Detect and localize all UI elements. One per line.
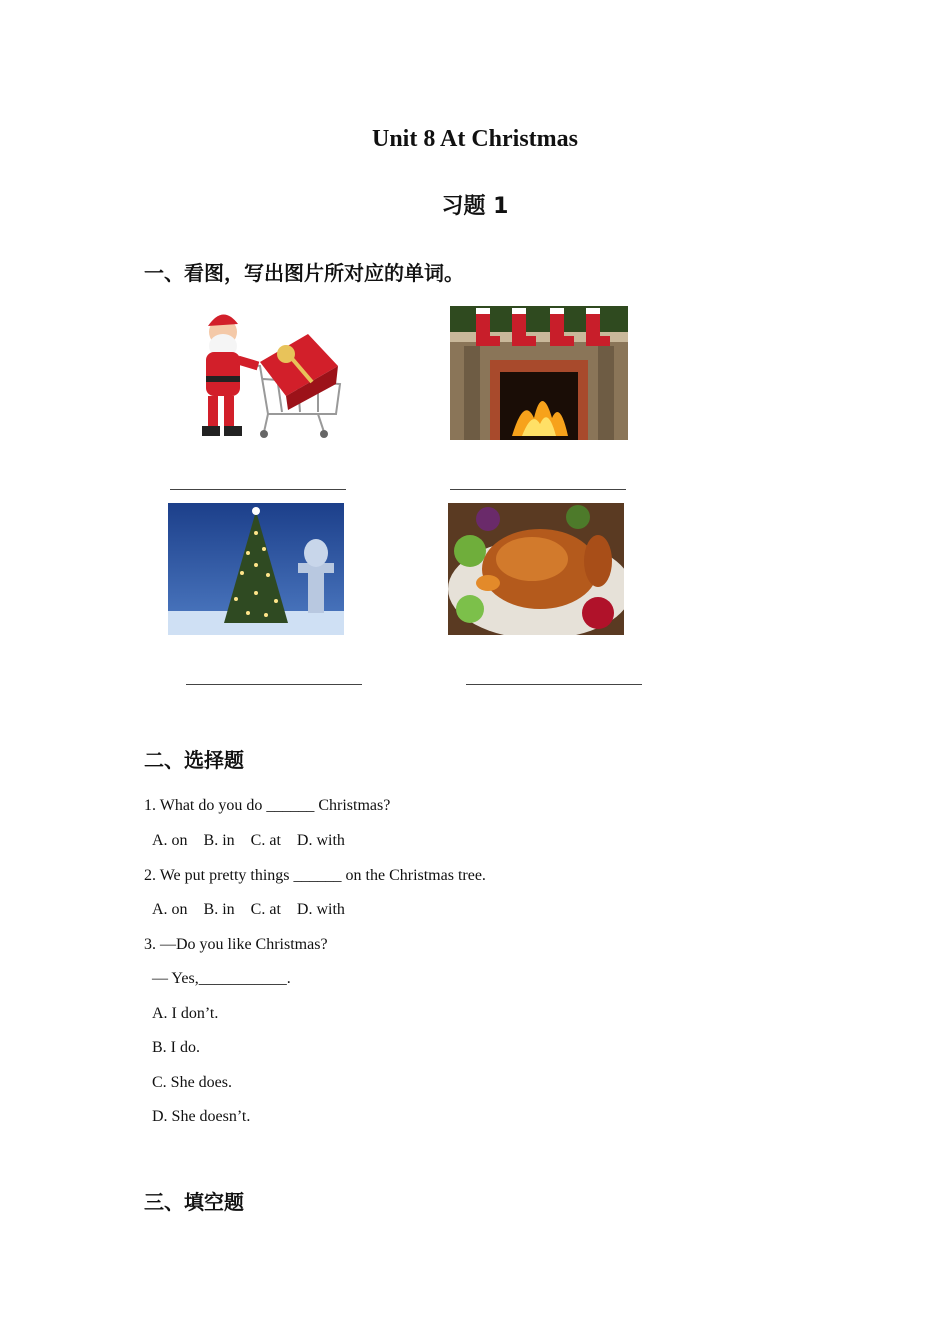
question-3-option-b: B. I do. bbox=[152, 1039, 200, 1056]
question-3-option-a: A. I don’t. bbox=[152, 1005, 219, 1022]
question-2: 2. We put pretty things ______ on the Christmas tree. bbox=[144, 867, 486, 884]
answer-blank-3[interactable] bbox=[186, 684, 362, 685]
page-title: Unit 8 At Christmas bbox=[371, 126, 578, 152]
answer-blank-1[interactable] bbox=[170, 489, 346, 490]
question-3-reply: — Yes,___________. bbox=[152, 970, 291, 987]
question-1-options: A. on B. in C. at D. with bbox=[152, 832, 345, 849]
exercise-subtitle: 习题 1 bbox=[441, 194, 509, 219]
question-3-option-c: C. She does. bbox=[152, 1074, 232, 1091]
section-2-heading: 二、选择题 bbox=[144, 748, 244, 772]
question-3: 3. —Do you like Christmas? bbox=[144, 936, 328, 953]
answer-blank-2[interactable] bbox=[450, 489, 626, 490]
section-3-heading: 三、填空题 bbox=[144, 1190, 244, 1214]
roast-turkey-image bbox=[448, 503, 624, 635]
fireplace-image bbox=[450, 306, 628, 440]
santa-cart-image bbox=[168, 304, 348, 440]
section-1-heading: 一、看图，写出图片所对应的单词。 bbox=[144, 261, 464, 285]
question-2-options: A. on B. in C. at D. with bbox=[152, 901, 345, 918]
question-1: 1. What do you do ______ Christmas? bbox=[144, 797, 391, 814]
question-3-option-d: D. She doesn’t. bbox=[152, 1108, 251, 1125]
christmas-tree-image bbox=[168, 503, 344, 635]
answer-blank-4[interactable] bbox=[466, 684, 642, 685]
